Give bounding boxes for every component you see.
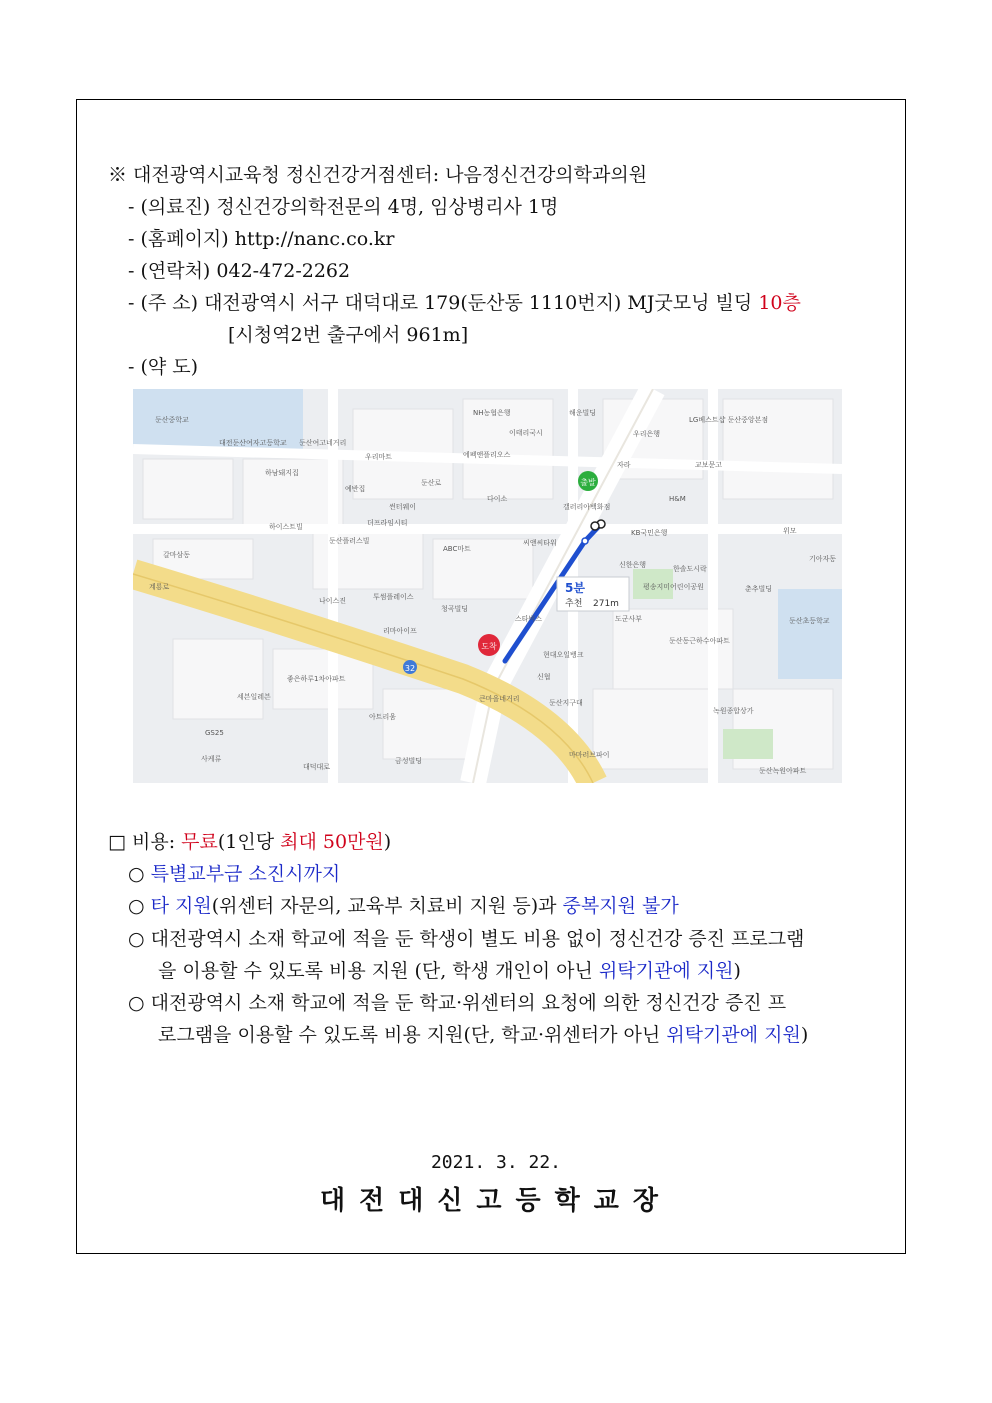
cost-item-3-cont	[158, 959, 741, 983]
item2-blue2: 중복지원 불가	[562, 895, 679, 917]
map-place: 현대오일뱅크	[543, 651, 584, 659]
center-contact: - (연락처) 042-472-2262	[128, 260, 351, 282]
map-place: 계룡로	[149, 583, 170, 591]
center-staff: - (의료진) 정신건강의학전문의 4명, 임상병리사 1명	[128, 196, 559, 218]
map-place: 춘추빌딩	[745, 585, 773, 593]
cost-item-3	[128, 927, 804, 951]
location-map	[133, 389, 842, 783]
map-place: 아트리움	[369, 713, 397, 721]
center-title: ※ 대전광역시교육청 정신건강거점센터: 나음정신건강의학과의원	[108, 164, 648, 186]
bullet: ○	[128, 863, 145, 885]
map-place: 세븐일레븐	[237, 693, 271, 701]
document-date: 2021. 3. 22.	[430, 1152, 562, 1173]
map-place: 둔산초등학교	[789, 617, 830, 625]
cost-free: 무료	[181, 831, 218, 853]
map-place: 청곡빌딩	[441, 605, 469, 613]
map-place: 해운빌딩	[569, 409, 597, 417]
map-place: 도군사부	[615, 615, 643, 623]
bullet: ○	[128, 928, 145, 950]
map-place: 썬터웨이	[389, 503, 417, 511]
map-place: H&M	[669, 495, 686, 503]
start-marker	[578, 471, 598, 491]
map-place: 둔산동근하수아파트	[669, 637, 730, 645]
map-place: 사케류	[201, 755, 222, 763]
map-place: 이태리국시	[509, 429, 543, 437]
item2-blue1: 타 지원	[150, 895, 212, 917]
start-badge: 출발	[580, 478, 596, 487]
map-place: 둔산로	[421, 479, 442, 487]
map-place: 하이스트빌	[269, 523, 303, 531]
map-place: 스타벅스	[515, 615, 543, 623]
map-place: 우리마트	[365, 453, 393, 461]
cost-paren-close: )	[383, 831, 392, 853]
map-place: NH농협은행	[473, 409, 511, 417]
map-place: 신협	[537, 673, 551, 681]
map-place: 리마아이프	[383, 627, 417, 635]
end-marker	[478, 634, 500, 656]
map-place: 우리은행	[633, 430, 661, 438]
signature: 대전대신고등학교장	[319, 1186, 673, 1216]
map-place: 좋은하루1차아파트	[287, 675, 346, 683]
cost-paren-open: (1인당	[217, 831, 281, 853]
walk-time: 5분	[565, 581, 585, 595]
item4-line2a: 로그램을 이용할 수 있도록 비용 지원(단, 학교·위센터가 아닌	[158, 1024, 667, 1046]
map-place: GS25	[205, 729, 224, 737]
map-place: KB국민은행	[631, 529, 668, 537]
item3-line2a: 을 이용할 수 있도록 비용 지원 (단, 학생 개인이 아닌	[158, 960, 599, 982]
map-place: 평송지미어린이공원	[643, 583, 704, 591]
map-place: 기아자동	[809, 555, 837, 563]
map-svg	[133, 389, 842, 783]
walk-recommend: 추천	[565, 599, 583, 609]
route-info-card	[557, 577, 629, 611]
cost-prefix: □ 비용:	[108, 831, 182, 853]
item3-line1: 대전광역시 소재 학교에 적을 둔 학생이 별도 비용 없이 정신건강 증진 프로그램	[150, 928, 805, 950]
address-floor: 10층	[758, 292, 801, 314]
map-place: 대덕대로	[303, 763, 331, 771]
map-place: 투썸플레이스	[373, 593, 414, 601]
map-place: 다이소	[487, 495, 508, 503]
map-label: - (약 도)	[128, 356, 199, 378]
bullet: ○	[128, 992, 145, 1014]
map-place: 자라	[617, 461, 631, 469]
map-place: 하남돼지집	[265, 469, 299, 477]
cost-item-1	[128, 862, 340, 886]
map-place: LG베스트샵 둔산중앙본점	[689, 416, 769, 424]
map-place: 예반집	[345, 485, 366, 493]
center-homepage[interactable]: - (홈페이지) http://nanc.co.kr	[128, 228, 395, 250]
item2-text: (위센터 자문의, 교육부 치료비 지원 등)과	[211, 895, 563, 917]
cost-item-2	[128, 894, 679, 918]
map-place: 큰마을네거리	[479, 695, 520, 703]
address-text: - (주 소) 대전광역시 서구 대덕대로 179(둔산동 1110번지) MJ굿모닝 빌딩	[128, 292, 759, 314]
map-place: 둔산플러스빌	[329, 537, 370, 545]
map-place: 나이스진	[319, 597, 347, 605]
item4-line1: 대전광역시 소재 학교에 적을 둔 학교·위센터의 요청에 의한 정신건강 증진 프	[150, 992, 787, 1014]
map-place: 갤러리아백화점	[563, 503, 611, 511]
map-place: 더프라임시티	[367, 519, 408, 527]
item1-text: 특별교부금 소진시까지	[150, 863, 341, 885]
map-place: 금성빌딩	[395, 757, 423, 765]
cost-line	[108, 830, 391, 854]
map-place: ABC마트	[443, 545, 471, 553]
map-place: 둔산중학교	[155, 416, 189, 424]
cost-item-4-cont	[158, 1023, 808, 1047]
item4-line2-blue: 위탁기관에 지원	[666, 1024, 801, 1046]
cost-item-4	[128, 991, 786, 1015]
center-address	[128, 291, 801, 315]
cost-max: 최대 50만원	[280, 831, 384, 853]
map-place: 위모	[783, 527, 797, 535]
map-place: 둔산녹원아파트	[759, 767, 807, 775]
map-place: 에펙앤플리오스	[463, 451, 511, 459]
bullet: ○	[128, 895, 145, 917]
end-badge: 도착	[481, 642, 497, 651]
road-number: 32	[404, 664, 416, 673]
map-place: 마마러브파이	[569, 751, 610, 759]
map-place: 한솔도시락	[673, 565, 707, 573]
map-place: 둔산여고네거리	[299, 439, 347, 447]
map-place: 녹원종합상가	[713, 707, 754, 715]
map-place: 씨앤씨타워	[523, 539, 557, 547]
item3-line2b: )	[733, 960, 741, 982]
map-place: 교보문고	[695, 461, 723, 469]
item3-line2-blue: 위탁기관에 지원	[598, 960, 734, 982]
map-place: 신한은행	[619, 561, 647, 569]
map-place: 대전둔산여자고등학교	[219, 439, 287, 447]
item4-line2b: )	[800, 1024, 809, 1046]
walk-distance: 271m	[593, 599, 619, 609]
map-place: 갈마삼동	[163, 551, 191, 559]
map-place: 둔산지구대	[549, 699, 583, 707]
address-note: [시청역2번 출구에서 961m]	[228, 324, 469, 346]
